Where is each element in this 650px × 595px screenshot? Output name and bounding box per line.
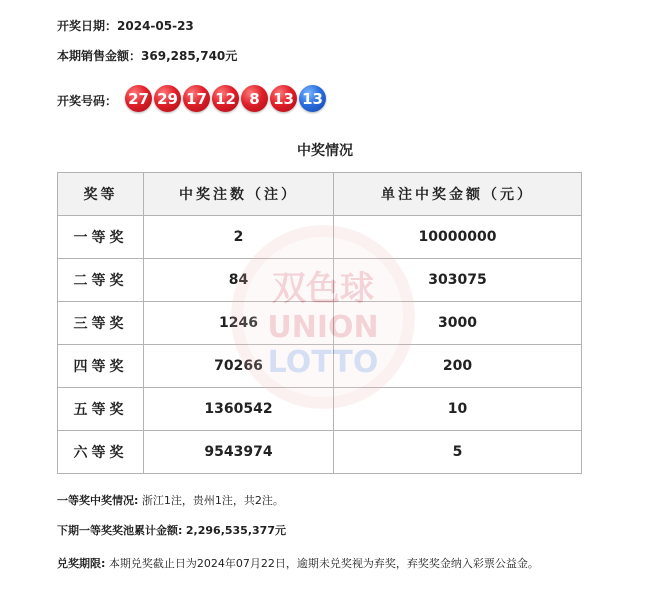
prize-amount: 200 xyxy=(334,345,582,388)
prize-amount: 5 xyxy=(334,431,582,474)
table-row xyxy=(58,216,582,259)
prize-table xyxy=(57,172,582,474)
prize-level: 五等奖 xyxy=(58,388,144,431)
red-ball: 29 xyxy=(154,85,181,112)
pool-amount: 2,296,535,377元 xyxy=(185,524,286,537)
first-prize-text: 浙江1注，贵州1注，共2注。 xyxy=(141,494,284,507)
blue-ball: 13 xyxy=(299,85,326,112)
sales-line xyxy=(57,47,237,64)
first-prize-label: 一等奖中奖情况: xyxy=(57,494,139,507)
prize-level: 六等奖 xyxy=(58,431,144,474)
svg-text:LOTTO: LOTTO xyxy=(267,345,379,380)
red-ball: 12 xyxy=(212,85,239,112)
prize-count: 9543974 xyxy=(144,431,334,474)
prize-count: 84 xyxy=(144,259,334,302)
draw-numbers-label: 开奖号码： xyxy=(57,94,118,108)
table-row xyxy=(58,302,582,345)
winning-numbers xyxy=(125,85,326,112)
prize-count: 2 xyxy=(144,216,334,259)
sales-label: 本期销售金额： xyxy=(57,49,142,63)
prize-count: 70266 xyxy=(144,345,334,388)
table-header-row xyxy=(58,173,582,216)
prize-amount: 10 xyxy=(334,388,582,431)
redeem-text: 本期兑奖截止日为2024年07月22日，逾期未兑奖视为弃奖，弃奖奖金纳入彩票公益金。 xyxy=(108,557,539,570)
redeem-note xyxy=(57,555,597,572)
red-ball: 13 xyxy=(270,85,297,112)
section-title: 中奖情况 xyxy=(297,143,353,159)
prize-level: 三等奖 xyxy=(58,302,144,345)
redeem-label: 兑奖期限: xyxy=(57,557,106,570)
header-amount: 单注中奖金额（元） xyxy=(334,173,582,216)
prize-level: 二等奖 xyxy=(58,259,144,302)
header-level: 奖等 xyxy=(58,173,144,216)
pool-label: 下期一等奖奖池累计金额: xyxy=(57,524,183,537)
draw-date-line xyxy=(57,17,194,34)
prize-amount: 10000000 xyxy=(334,216,582,259)
table-row xyxy=(58,259,582,302)
svg-text:双色球: 双色球 xyxy=(272,269,374,309)
prize-count: 1360542 xyxy=(144,388,334,431)
pool-note xyxy=(57,522,286,539)
table-row xyxy=(58,431,582,474)
red-ball: 27 xyxy=(125,85,152,112)
table-row xyxy=(58,388,582,431)
prize-level: 一等奖 xyxy=(58,216,144,259)
prize-level: 四等奖 xyxy=(58,345,144,388)
red-ball: 17 xyxy=(183,85,210,112)
prize-count: 1246 xyxy=(144,302,334,345)
sales-amount: 369,285,740元 xyxy=(141,49,238,63)
red-ball: 8 xyxy=(241,85,268,112)
prize-amount: 303075 xyxy=(334,259,582,302)
draw-date-label: 开奖日期： xyxy=(57,19,118,33)
header-count: 中奖注数（注） xyxy=(144,173,334,216)
svg-text:UNION: UNION xyxy=(267,310,379,345)
draw-date-value: 2024-05-23 xyxy=(117,19,194,33)
table-row xyxy=(58,345,582,388)
first-prize-note xyxy=(57,492,284,509)
prize-amount: 3000 xyxy=(334,302,582,345)
